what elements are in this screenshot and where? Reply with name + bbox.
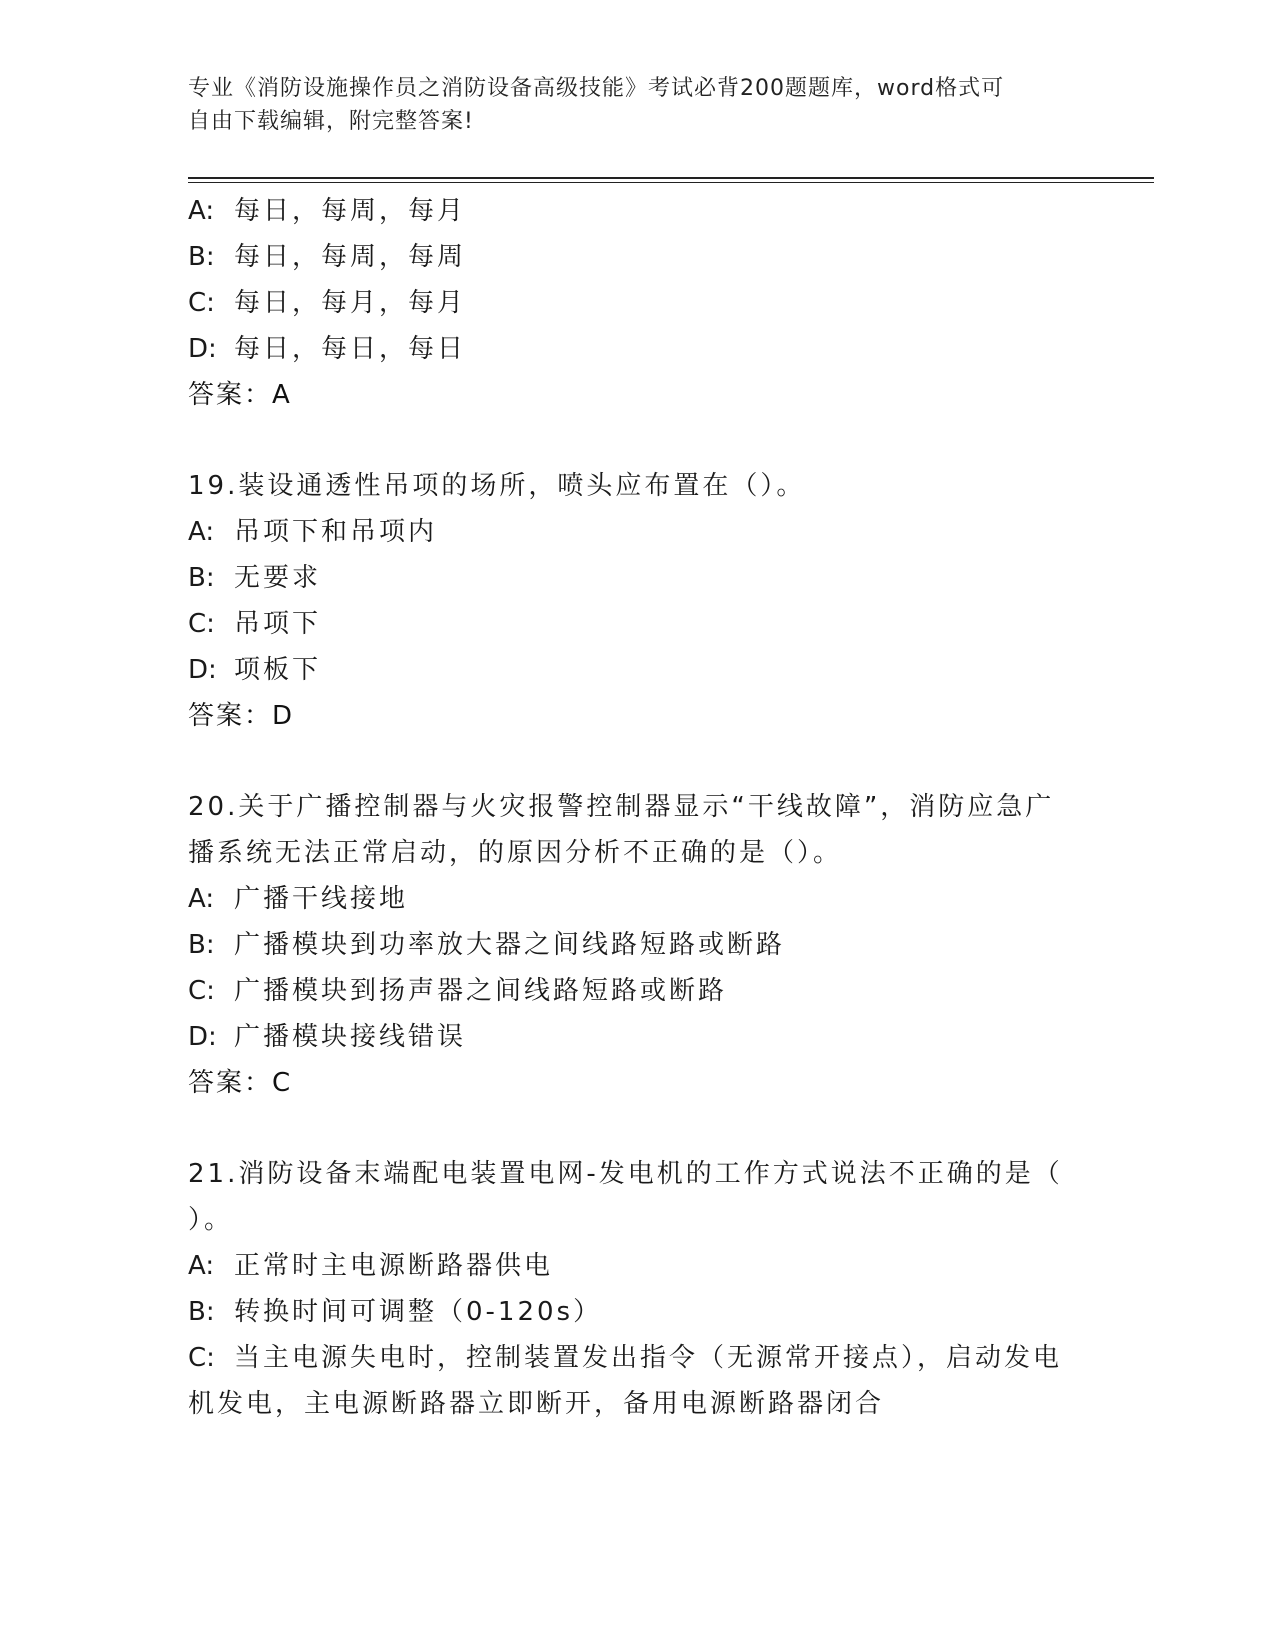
option-text: 吊项下 [234, 609, 322, 639]
spacer [188, 1106, 1088, 1151]
header-divider-thick [188, 177, 1154, 179]
option-c [188, 601, 1088, 647]
question-text: 19.装设通透性吊项的场所，喷头应布置在（）。 [188, 471, 806, 501]
option-label: A: [188, 196, 215, 226]
option-label: C: [188, 976, 215, 1006]
option-a [188, 509, 1088, 555]
option-text: 转换时间可调整（0-120s） [234, 1297, 603, 1327]
option-c [188, 280, 1088, 326]
question-18 [188, 188, 1088, 418]
option-b [188, 922, 1088, 968]
spacer [188, 418, 1088, 463]
header-line-1: 专业《消防设施操作员之消防设备高级技能》考试必背200题题库，word格式可 [188, 76, 1005, 101]
option-text: 广播模块接线错误 [234, 1022, 467, 1052]
question-20 [188, 784, 1088, 1106]
option-a [188, 876, 1088, 922]
option-label: B: [188, 563, 215, 593]
option-label: C: [188, 609, 215, 639]
option-text: 每日，每周，每月 [234, 196, 467, 226]
option-b [188, 1289, 1088, 1335]
answer: 答案：A [188, 380, 292, 410]
option-d [188, 647, 1088, 693]
option-label: D: [188, 334, 217, 364]
option-text: 每日，每日，每日 [234, 334, 467, 364]
option-label: C: [188, 1343, 215, 1373]
option-a [188, 1243, 1088, 1289]
question-19 [188, 463, 1088, 739]
option-label: B: [188, 1297, 215, 1327]
question-21 [188, 1151, 1088, 1427]
option-label: B: [188, 930, 215, 960]
option-b [188, 555, 1088, 601]
option-text: 项板下 [234, 655, 322, 685]
option-b [188, 234, 1088, 280]
question-text: 21.消防设备末端配电装置电网-发电机的工作方式说法不正确的是（ [188, 1159, 1063, 1189]
option-c [188, 1335, 1088, 1381]
option-text: 无要求 [234, 563, 322, 593]
option-label: B: [188, 242, 215, 272]
option-label: C: [188, 288, 215, 318]
question-text: 20.关于广播控制器与火灾报警控制器显示“干线故障”，消防应急广 [188, 792, 1055, 822]
option-text: 每日，每月，每月 [234, 288, 467, 318]
document-header [188, 72, 1068, 138]
option-text: 每日，每周，每周 [234, 242, 467, 272]
header-divider-thin [188, 182, 1154, 183]
option-text: 广播模块到功率放大器之间线路短路或断路 [234, 930, 786, 960]
option-text: 吊项下和吊项内 [234, 517, 438, 547]
spacer [188, 739, 1088, 784]
question-text-continued: 播系统无法正常启动，的原因分析不正确的是（）。 [188, 838, 843, 868]
option-text: 正常时主电源断路器供电 [234, 1251, 554, 1281]
option-label: A: [188, 1251, 215, 1281]
option-text: 广播模块到扬声器之间线路短路或断路 [234, 976, 728, 1006]
option-a [188, 188, 1088, 234]
option-label: A: [188, 884, 215, 914]
question-text-continued: ）。 [188, 1205, 234, 1235]
option-c-continued: 机发电，主电源断路器立即断开，备用电源断路器闭合 [188, 1389, 885, 1419]
option-d [188, 326, 1088, 372]
document-body [188, 188, 1088, 1427]
option-text: 当主电源失电时，控制装置发出指令（无源常开接点），启动发电 [234, 1343, 1063, 1373]
option-c [188, 968, 1088, 1014]
answer: 答案：D [188, 701, 295, 731]
header-line-2: 自由下载编辑，附完整答案! [188, 109, 474, 134]
option-text: 广播干线接地 [234, 884, 409, 914]
option-label: D: [188, 655, 217, 685]
option-label: D: [188, 1022, 217, 1052]
answer: 答案：C [188, 1068, 293, 1098]
option-label: A: [188, 517, 215, 547]
option-d [188, 1014, 1088, 1060]
